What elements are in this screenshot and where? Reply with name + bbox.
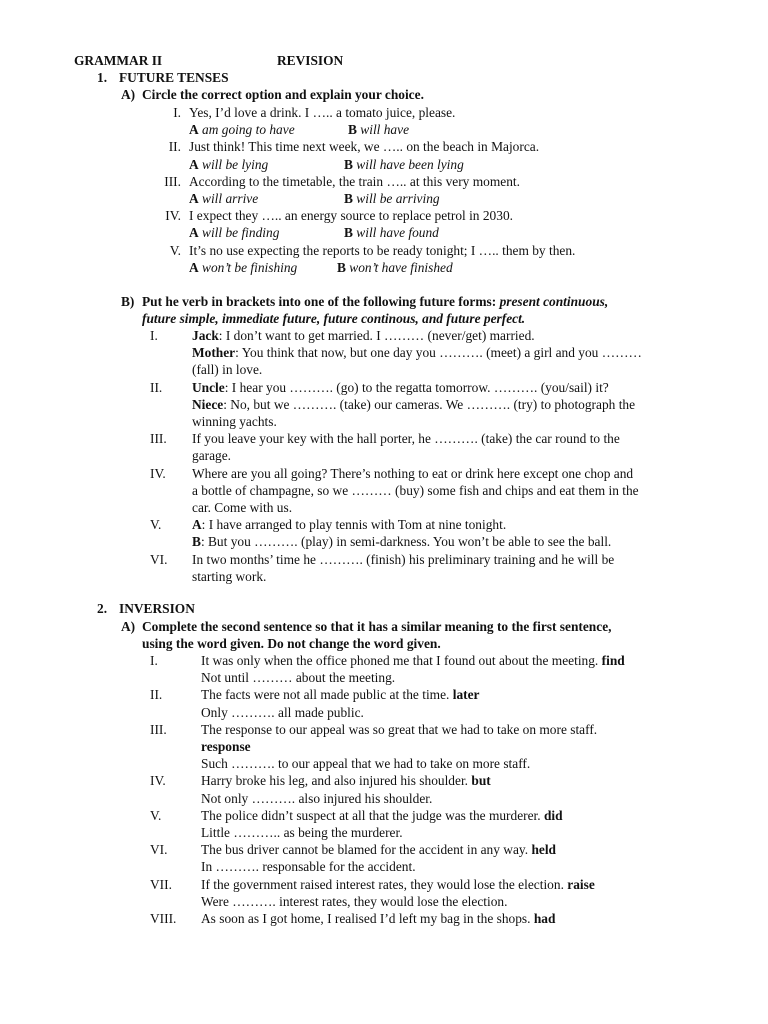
original-sentence — [201, 807, 750, 824]
option-b-letter: B — [344, 225, 353, 241]
line-text: : You think that now, but one day you ………. (meet) a girl and you ……… — [235, 345, 642, 361]
sentence-text: As soon as I got home, I realised I’d left my bag in the shops. — [201, 911, 534, 927]
question-text: It’s no use expecting the reports to be ready tonight; I ….. them by then. — [189, 242, 576, 258]
original-sentence — [201, 841, 750, 858]
exercise-instruction: Circle the correct option and explain your choice. — [142, 87, 424, 102]
sentence-text: The facts were not all made public at the time. — [201, 687, 453, 703]
option-a-text: am going to have — [202, 122, 295, 138]
question-line — [192, 430, 750, 447]
line-text: : I have arranged to play tennis with Tom at nine tonight. — [201, 517, 507, 533]
question-item — [150, 652, 750, 686]
question-item — [150, 516, 750, 550]
exercise-1b-list — [150, 327, 750, 585]
line-text: winning yachts. — [192, 414, 277, 430]
question-item — [150, 207, 740, 241]
speaker-name: Mother — [192, 345, 236, 361]
question-item — [150, 138, 740, 172]
course-title: GRAMMAR II — [74, 53, 163, 68]
line-text: a bottle of champagne, so we ……… (buy) some fish and chips and eat them in the — [192, 482, 639, 498]
question-line — [192, 361, 750, 378]
option-b — [348, 121, 409, 138]
roman-numeral: IV. — [150, 773, 166, 789]
roman-numeral: V. — [150, 807, 162, 823]
answer-prompt: Not only ………. also injured his shoulder. — [201, 790, 433, 806]
question-line — [192, 499, 750, 516]
document-header — [74, 52, 344, 69]
section-title: INVERSION — [119, 601, 195, 616]
exercise-instruction-italic: present continuous, — [499, 294, 609, 309]
option-a-letter: A — [189, 122, 199, 138]
roman-numeral: I. — [173, 105, 181, 120]
line-text: : No, but we ………. (take) our cameras. We ………. (try) to photograph the — [223, 396, 636, 412]
line-text: starting work. — [192, 568, 267, 584]
question-item — [150, 430, 750, 464]
line-text: : But you ………. (play) in semi-darkness. You won’t be able to see the ball. — [200, 534, 612, 550]
original-sentence — [201, 910, 750, 927]
original-sentence — [201, 772, 750, 789]
line-text: : I hear you ………. (go) to the regatta tomorrow. ………. (you/sail) it? — [224, 379, 609, 395]
line-text: car. Come with us. — [192, 500, 293, 516]
exercise-instruction: Put he verb in brackets into one of the following future forms: — [142, 294, 500, 309]
option-b-text: will have — [360, 122, 410, 138]
roman-numeral: II. — [150, 379, 163, 395]
option-b — [337, 259, 453, 276]
question-item — [150, 173, 740, 207]
option-b-text: will be arriving — [356, 191, 440, 207]
question-line — [192, 482, 750, 499]
roman-numeral: IV. — [150, 465, 166, 481]
roman-numeral: V. — [150, 517, 162, 533]
roman-numeral: II. — [150, 687, 163, 703]
roman-numeral: III. — [150, 431, 167, 447]
roman-numeral: II. — [168, 139, 181, 155]
roman-numeral: IV. — [165, 208, 181, 224]
question-line — [192, 533, 750, 550]
question-text: Yes, I’d love a drink. I ….. a tomato juice, please. — [189, 105, 456, 120]
option-b — [344, 190, 440, 207]
exercise-2a-list — [150, 652, 750, 927]
answer-prompt: In ………. responsable for the accident. — [201, 859, 416, 875]
keyword: did — [543, 807, 563, 823]
roman-numeral: VIII. — [150, 911, 177, 927]
roman-numeral: III. — [150, 721, 167, 737]
answer-prompt: Not until ……… about the meeting. — [201, 670, 396, 686]
answer-options — [189, 121, 740, 138]
option-b-text: won’t have finished — [349, 259, 453, 275]
question-item — [150, 551, 750, 585]
roman-numeral: VII. — [150, 876, 172, 892]
speaker-name: A — [192, 517, 202, 533]
sentence-text: The bus driver cannot be blamed for the accident in any way. — [201, 842, 532, 858]
exercise-1a-list — [150, 104, 740, 276]
line-text: garage. — [192, 448, 232, 464]
line-text: Where are you all going? There’s nothing to eat or drink here except one chop and — [192, 465, 634, 481]
speaker-name: Jack — [192, 328, 219, 343]
exercise-instruction-italic: future simple, immediate future, future continous, and future perfect. — [142, 311, 526, 327]
question-text: I expect they ….. an energy source to replace petrol in 2030. — [189, 208, 513, 224]
question-line — [192, 447, 750, 464]
sentence-text: The police didn’t suspect at all that the judge was the murderer. — [201, 807, 544, 823]
speaker-name: B — [192, 534, 201, 550]
answer-options — [189, 156, 740, 173]
question-line — [192, 413, 750, 430]
exercise-letter: A) — [121, 619, 136, 634]
speaker-name: Niece — [192, 396, 224, 412]
roman-numeral: I. — [150, 653, 158, 668]
sentence-text: If the government raised interest rates, they would lose the election. — [201, 876, 568, 892]
question-item — [150, 379, 750, 431]
sentence-text: It was only when the office phoned me that I found out about the meeting. — [201, 653, 602, 668]
option-b-letter: B — [344, 191, 353, 207]
option-a-letter: A — [189, 259, 199, 275]
answer-options — [189, 259, 740, 276]
question-item — [150, 807, 750, 841]
option-a-text: won’t be finishing — [202, 259, 298, 275]
option-a-letter: A — [189, 156, 199, 172]
roman-numeral: I. — [150, 328, 158, 343]
question-line — [192, 327, 750, 344]
section-inversion-heading — [97, 600, 195, 617]
roman-numeral: VI. — [150, 842, 168, 858]
roman-numeral: V. — [169, 242, 181, 258]
question-line — [192, 551, 750, 568]
keyword: raise — [567, 876, 595, 892]
question-line — [192, 465, 750, 482]
original-sentence — [201, 686, 750, 703]
option-a — [189, 225, 279, 240]
sentence-text: Harry broke his leg, and also injured his shoulder. — [201, 773, 472, 789]
answer-options — [189, 224, 740, 241]
answer-prompt: Little ……….. as being the murderer. — [201, 825, 403, 841]
keyword: held — [531, 842, 556, 858]
section-future-tenses-heading — [97, 69, 229, 86]
question-item — [150, 876, 750, 910]
question-line — [192, 344, 750, 361]
exercise-letter: B) — [121, 294, 135, 309]
option-a-letter: A — [189, 225, 199, 241]
question-text: According to the timetable, the train ….. at this very moment. — [189, 173, 520, 189]
answer-prompt: Such ………. to our appeal that we had to take on more staff. — [201, 756, 531, 772]
question-item — [150, 242, 740, 276]
answer-prompt: Were ………. interest rates, they would lose the election. — [201, 893, 508, 909]
option-a — [189, 122, 295, 137]
question-item — [150, 104, 740, 138]
answer-prompt: Only ………. all made public. — [201, 704, 364, 720]
exercise-instruction: using the word given. Do not change the word given. — [142, 636, 441, 652]
question-item — [150, 772, 750, 806]
option-b-letter: B — [337, 259, 346, 275]
option-a — [189, 157, 268, 172]
option-b-text: will have been lying — [356, 156, 464, 172]
roman-numeral: III. — [164, 173, 181, 189]
roman-numeral: VI. — [150, 551, 168, 567]
question-item — [150, 910, 750, 927]
answer-options — [189, 190, 740, 207]
option-a-text: will arrive — [202, 191, 259, 207]
speaker-name: Uncle — [192, 379, 225, 395]
sentence-text: The response to our appeal was so great that we had to take on more staff. — [201, 721, 598, 737]
question-line — [192, 516, 750, 533]
keyword: find — [601, 653, 625, 668]
original-sentence — [201, 721, 750, 738]
question-item — [150, 721, 750, 773]
section-title: FUTURE TENSES — [119, 70, 229, 85]
option-a-text: will be lying — [202, 156, 269, 172]
line-text: (fall) in love. — [192, 362, 263, 378]
question-item — [150, 841, 750, 875]
original-sentence — [201, 652, 750, 669]
question-line — [192, 379, 750, 396]
option-a — [189, 260, 297, 275]
option-b — [344, 224, 439, 241]
keyword: later — [452, 687, 480, 703]
exercise-1a-instruction — [121, 86, 741, 103]
option-a — [189, 191, 258, 206]
line-text: In two months’ time he ………. (finish) his preliminary training and he will be — [192, 551, 615, 567]
option-b-letter: B — [344, 156, 353, 172]
option-a-letter: A — [189, 191, 199, 207]
line-text: If you leave your key with the hall porter, he ………. (take) the car round to the — [192, 431, 620, 447]
section-number: 1. — [97, 70, 108, 85]
revision-label: REVISION — [277, 53, 344, 68]
exercise-2a-instruction — [121, 618, 741, 652]
question-item — [150, 465, 750, 517]
option-a-text: will be finding — [202, 225, 280, 241]
keyword: had — [533, 911, 556, 927]
exercise-instruction: Complete the second sentence so that it has a similar meaning to the first sentence, — [142, 619, 612, 634]
question-line — [192, 396, 750, 413]
section-number: 2. — [97, 601, 108, 616]
keyword: response — [201, 739, 251, 755]
question-item — [150, 327, 750, 379]
original-sentence — [201, 876, 750, 893]
question-line — [192, 568, 750, 585]
question-item — [150, 686, 750, 720]
question-text: Just think! This time next week, we ….. on the beach in Majorca. — [189, 139, 540, 155]
option-b-letter: B — [348, 122, 357, 138]
option-b — [344, 156, 464, 173]
exercise-1b-instruction — [121, 293, 741, 327]
exercise-letter: A) — [121, 87, 136, 102]
line-text: : I don’t want to get married. I ……… (never/get) married. — [218, 328, 535, 343]
option-b-text: will have found — [356, 225, 439, 241]
keyword: but — [471, 773, 491, 789]
